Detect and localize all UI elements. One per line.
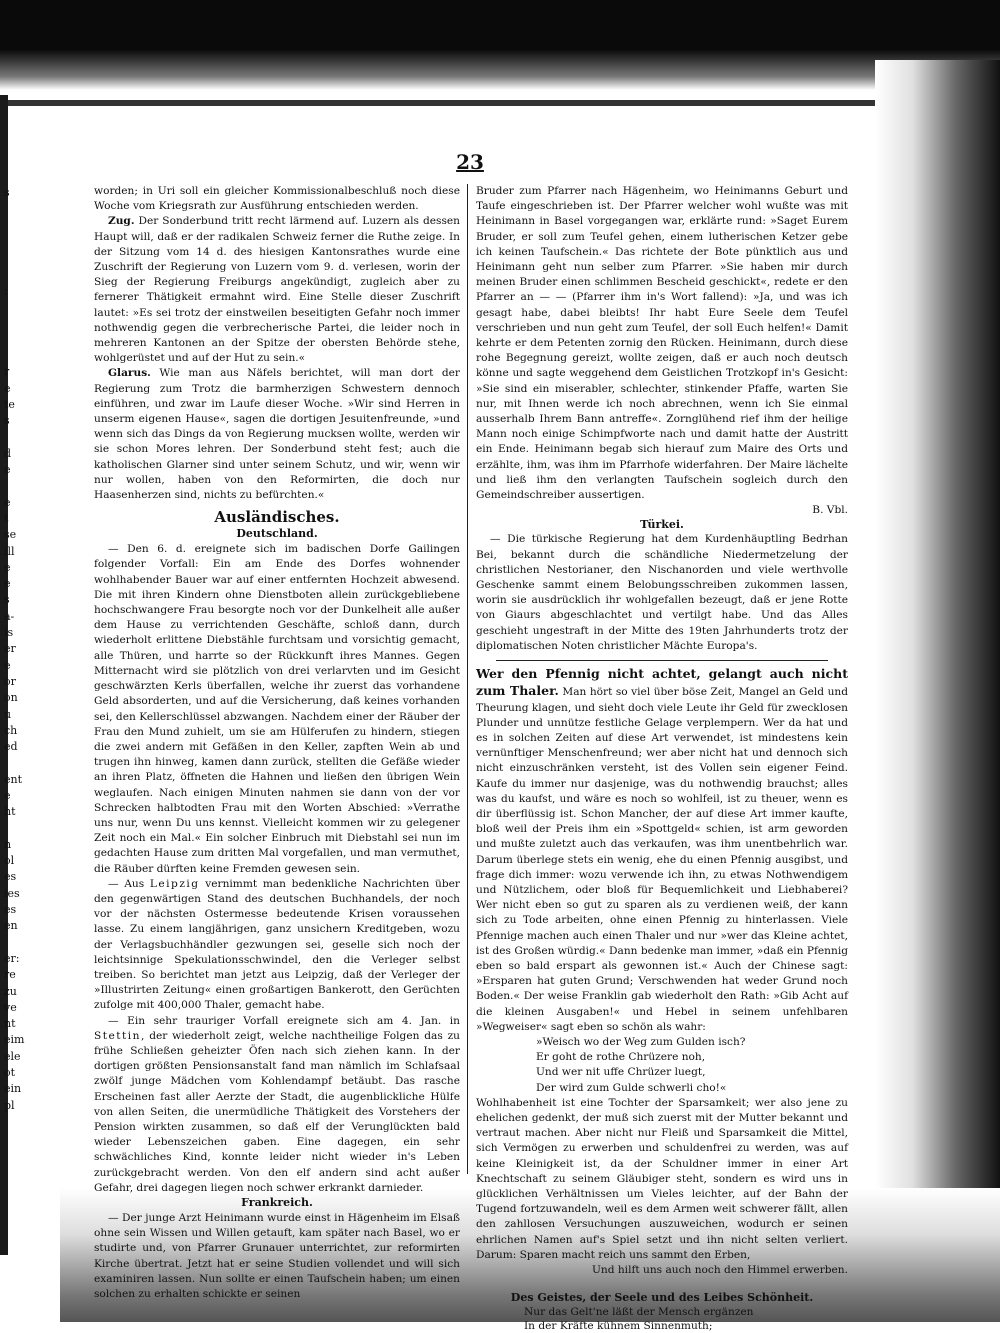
margin-fragment [4, 234, 24, 250]
page-top-edge [0, 100, 1000, 106]
glarus-text: Wie man aus Näfels berichtet, will man dort der Regierung zum Trotz die barmherzigen Schwestern dennoch einführen, und zwar im Laufe dieser Woche. »Wir sind Herren in unserm eigenen Hause«, sagen die dortigen Jesuitenfreunde, »und wenn sich das Dings da von Regierung mucksen wollte, werden wir sie schon Mores lehren. Der Sonderbund steht fest; auch die katholischen Glarner sind unter seinem Schutz, und wir, wenn wir nur wollen, haben von den Reformirten, die doch nur Haasenherzen sind, nichts zu befürchten.« [94, 367, 460, 502]
margin-fragment: ot [4, 1066, 16, 1080]
margin-fragment: es [4, 903, 17, 917]
paragraph-zug [94, 214, 460, 366]
paragraph-pfennig [476, 666, 848, 1035]
section-heading-auslaendisches: Ausländisches. [214, 508, 340, 527]
city-stettin: Stettin [94, 1029, 142, 1042]
margin-fragment: s [4, 593, 10, 607]
motto-line: In der Kräfte kühnem Sinnenmuth; [524, 1320, 713, 1333]
verse-line: »Weisch wo der Weg zum Gulden isch? [536, 1035, 746, 1048]
paragraph-uri: worden; in Uri soll ein gleicher Kommissionalbeschluß noch diese Woche vom Kriegsrath zur Ausführung entschieden werden. [94, 185, 460, 213]
country-heading-tuerkei: Türkei. [640, 518, 684, 532]
article-title-pfennig: Wer den Pfennig nicht achtet, gelangt auch nicht zum Thaler. [476, 666, 848, 699]
paragraph-heinimann-cont: Bruder zum Pfarrer nach Hägenheim, wo Heinimanns Geburt und Taufe eingeschrieben ist. Der Pfarrer welcher wohl wußte was mit Heinimann in Basel vorgegangen war, erklärte rund: »Saget Eurem Bruder, er soll zum Teufel gehen, einem lutherischen Ketzer gebe ich keinen Taufschein.« Das richtete der Bote pünktlich aus und Heinimann geht nun selber zum Pfarrer. »Sie haben mir durch meinen Bruder einen schlimmen Bescheid geschickt«, redete er den Pfarrer an — — (Pfarrer ihm in's Wort fallend): »Ja, und was ich gesagt habe, dabei bleibts! Ihr habt Eure Seele dem Teufel verschrieben und nun geht zum Teufel, der soll Euch helfen!« Damit kehrte er dem Petenten zornig den Rücken. Heinimann, durch diese rohe Begegnung gereizt, wollte zeigen, daß er auch noch deutsch könne und sagte weggehend dem Geistlichen Trotzkopf in's Gesicht: »Sie sind ein miserabler, schlechter, stinkender Pfaffe, warten Sie nur, mit Ihnen werde ich noch abrechnen, wenn ich Sie einmal ausserhalb Ihrem Bann antreffe«. Zornglühend rief ihm der heilige Mann noch einige Schimpfworte nach und damit hatte der Austritt ein Ende. Heinimann begab sich hierauf zum Maire des Orts und erzählte, ihm, was ihm im Pfarrhofe widerfahren. Der Maire lächelte und ließ ihm den verlangten Taufschein sogleich durch den Gemeindschreiber aussertigen. [476, 185, 848, 502]
margin-fragment [4, 935, 24, 951]
margin-fragment [4, 821, 24, 837]
margin-fragment: is [4, 626, 14, 640]
margin-fragment: u [4, 707, 12, 721]
paragraph-wohlhabenheit: Wohlhabenheit ist eine Tochter der Sparsamkeit; wer also jene zu ehelichen gedenkt, der muß sich zuerst mit der Mutter bekannt und vertraut machen. Aber nicht nur Fleiß und Sparsamkeit die Mittel, sich Vermögen zu erwerben und schuldenfrei zu werden, was auf keine Kleinigkeit ist, da der Schuldner immer in einer Art Knechtschaft zu seinem Gläubiger steht, sondern es wird uns in glücklichen Verhältnissen um Vieles leichter, auf der Bahn der Tugend fortzuwandeln, weil es dem Armen weit schwerer fällt, allen den zahllosen Versuchungen auszuweichen, wodurch er seinen ehrlichen Namen auf's Spiel setzt und ihn nicht selten verliert. Darum: Sparen macht reich uns sammt den Erben, [476, 1096, 848, 1261]
country-heading-deutschland: Deutschland. [236, 527, 318, 541]
margin-fragment: ed [4, 740, 18, 754]
stettin-text: , der wiederholt zeigt, welche nachtheilige Folgen das zu frühe Schließen geheizter Öfen nach sich ziehen kann. In der dortigen größten Pensionsanstalt fand man nämlich im Schlafsaal zwölf junge Mädchen vom Kohlendampf betäubt. Das rasche Erscheinen fast aller Aerzte der Stadt, die augenblickliche Hülfe von allen Seiten, die unermüdliche Thätigkeit des Vorstehers der Pension wirkten zusammen, so daß elf der Verunglückten bald wieder Lebenszeichen gaben. Eine dagegen, ein sehr schwächliches Kind, konnte leider nicht wieder in's Leben zurückgebracht werden. Von den elf andern sind acht außer Gefahr, drei dagegen liegen noch schwer erkrankt darnieder. [94, 1029, 460, 1194]
motto-line: Nur das Gelt'ne läßt der Mensch ergänzen [524, 1306, 754, 1319]
margin-fragment: r [4, 365, 10, 379]
verse-line: Und wer nit uffe Chrüzer luegt, [536, 1066, 706, 1079]
margin-fragment: eim [4, 1033, 25, 1047]
margin-fragment [4, 299, 24, 315]
margin-fragment: se [4, 528, 17, 542]
previous-page-fragments [4, 185, 24, 1114]
margin-fragment: ht [4, 805, 16, 819]
margin-fragment [4, 332, 24, 348]
margin-fragment: t [4, 511, 9, 525]
motto-verse [524, 1305, 848, 1333]
city-leipzig: Leipzig [149, 877, 200, 890]
paragraph-stettin [94, 1014, 460, 1196]
margin-fragment: s [4, 414, 10, 428]
page-number: 23 [456, 150, 484, 174]
paragraph-heinimann: — Der junge Arzt Heinimann wurde einst in Hägenheim im Elsaß ohne sein Wissen und Willen getauft, kam später nach Basel, wo er studirte und, von Pfarrer Grunauer unterrichtet, zur reformirten Kirche übertrat. Jetzt hat er seine Studien vollendet und will sich examiniren lassen. Nun sollte er einen Taufschein haben; um einen solchen zu erhalten schickte er seinen [94, 1212, 460, 1301]
margin-fragment [4, 315, 24, 331]
margin-fragment: e [4, 577, 11, 591]
margin-fragment [4, 218, 24, 234]
verse-line: Der wird zum Gulde schwerli cho!« [536, 1081, 727, 1094]
stettin-lead: — Ein sehr trauriger Vorfall ereignete sich am 4. Jan. in [108, 1014, 460, 1027]
margin-fragment: ill [4, 544, 15, 558]
margin-fragment: nt [4, 1017, 16, 1031]
margin-fragment: d [4, 446, 12, 460]
margin-fragment [4, 250, 24, 266]
country-heading-frankreich: Frankreich. [241, 1196, 313, 1209]
margin-fragment: e [4, 463, 11, 477]
margin-fragment: ele [4, 1049, 21, 1063]
motto-heading: Des Geistes, der Seele und des Leibes Schönheit. [510, 1291, 814, 1305]
margin-fragment: e [4, 381, 11, 395]
section-divider [496, 660, 828, 661]
source-note: B. Vbl. [812, 504, 848, 517]
margin-fragment: e [4, 560, 11, 574]
margin-fragment: er: [4, 951, 20, 965]
margin-fragment [4, 478, 24, 494]
margin-fragment [4, 348, 24, 364]
margin-fragment: ch [4, 723, 18, 737]
paragraph-gailingen: — Den 6. d. ereignete sich im badischen Dorfe Gailingen folgender Vorfall: Ein am Ende des Dorfes wohnender wohlhabender Bauer war auf einer entfernten Hochzeit abwesend. Die mit ihren Kindern ohne Dienstboten allein zurückgebliebene hochschwangere Frau besorgte noch vor der Dunkelheit alle außer dem Hause zu verrichtenden Geschäfte, schloß dann, durch wiederholt erlittene Diebstähle furchtsam und vorsichtig gemacht, alle Thüren, und harrte so der Rückkunft ihres Mannes. Gegen Mitternacht wird sie plötzlich von drei verlarvten und im Gesicht geschwärzten Kerls überfallen, welche ihr zuerst das vorhandene Geld absorderten, und auf die Versicherung, daß keines vorhanden sei, den Kellerschlüssel abzwangen. Nachdem einer der Räuber der Frau den Mund zuhielt, um sie am Hülferufen zu hindern, stiegen die zwei andern mit Gefäßen in den Keller, zapften Wein ab und trugen ihn hinweg, kamen dann zurück, stellten die Gefäße wieder an ihren Platz, öffneten die Hahnen und ließen den übrigen Wein weglaufen. Nach einigen Minuten nahmen sie dann von der vor Schrecken halbtodten Frau mit den Worten Abschied: »Verrathe uns nur, wenn Du uns kennst. Vielleicht kommen wir zu gelegener Zeit noch ein Mal.« Ein solcher Einbruch mit Diebstahl sei nun im gedachten Hause zum dritten Mal vorgefallen, und man vermuthet, die Räuber dürften keine Fremden gewesen sein. [94, 543, 460, 875]
margin-fragment: on [4, 691, 18, 705]
margin-fragment: ; [4, 283, 8, 297]
paragraph-glarus [94, 366, 460, 503]
margin-fragment: or [4, 674, 16, 688]
margin-fragment: a- [4, 609, 15, 623]
margin-fragment [4, 266, 24, 282]
margin-fragment: ent [4, 772, 23, 786]
margin-fragment [4, 429, 24, 445]
column-rule [467, 184, 468, 1174]
right-column [476, 184, 848, 1333]
left-column [94, 184, 460, 1302]
margin-fragment: zu [4, 984, 17, 998]
margin-fragment: ein [4, 1082, 22, 1096]
margin-fragment: pl [4, 1098, 15, 1112]
margin-fragment: re [4, 968, 16, 982]
hebel-verse [536, 1035, 848, 1096]
leipzig-lead: — Aus [108, 877, 150, 890]
verse-line: Er goht de rothe Chrüzere noh, [536, 1051, 706, 1064]
margin-fragment: e [4, 658, 11, 672]
closing-line: Und hilft uns auch noch den Himmel erwerben. [591, 1264, 848, 1277]
margin-fragment: te [4, 397, 15, 411]
leipzig-text: vernimmt man bedenkliche Nachrichten über den gegenwärtigen Stand des deutschen Buchhandels, der noch vor der nächsten Ostermesse bedeutende Krisen voraussehen lasse. Zu einem langjährigen, ganz unsichern Kreditgeben, wozu der Verlagsbuchhändler gezwungen sei, geselle sich noch der leichtsinnige Spekulationsschwindel, den die Verleger selbst treiben. So berichtet man jetzt aus Leipzig, daß der Verleger der »Illustrirten Zeitung« einen großartigen Bankerott, den Gerüchten zufolge mit 400,000 Thaler, gemacht habe. [94, 877, 460, 1012]
margin-fragment: er [4, 642, 16, 656]
margin-fragment: s [4, 186, 10, 199]
margin-fragment [4, 755, 24, 771]
zug-text: Der Sonderbund tritt recht lärmend auf. Luzern als dessen Haupt will, daß er der radikalen Schweiz ferner die Ruthe zeige. In der Sitzung vom 14 d. des hiesigen Kantonsrathes wurde eine Zuschrift der Regierung von Luzern vom 9. d. verlesen, worin der Sieg der Regierung Freiburgs angekündigt, zugleich aber zu fernerer Thätigkeit ermahnt wird. Eine Stelle dieser Zuschrift lautet: »Es sei trotz der einstweilen beseitigten Gefahr noch immer nothwendig gegen die verbrecherische Partei, die leider noch in mehreren Kantonen an der Spitze der obersten Behörde stehe, wohlgerüstet und auf der Hut zu sein.« [94, 215, 460, 365]
scan-shadow-right [875, 60, 1000, 1322]
margin-fragment: e [4, 495, 11, 509]
margin-fragment: ol [4, 854, 15, 868]
margin-fragment: n [4, 837, 12, 851]
margin-fragment: e [4, 788, 11, 802]
paragraph-leipzig [94, 877, 460, 1014]
margin-fragment: es [4, 870, 17, 884]
canton-name-zug: Zug. [108, 215, 135, 228]
margin-fragment: ve [4, 1000, 17, 1014]
canton-name-glarus: Glarus. [108, 367, 151, 380]
margin-fragment: en [4, 919, 18, 933]
margin-fragment [4, 201, 24, 217]
scan-shadow-top [0, 0, 1000, 90]
margin-fragment: ies [4, 886, 20, 900]
pfennig-text: Man hört so viel über böse Zeit, Mangel an Geld und Theurung klagen, und sieht doch viele Leute ihr Geld für zwecklosen Plunder und unnütze festliche Gelage verplempern. Wer da hat und es in solchen Zeiten auf diese Art verwendet, ist mindestens kein vernünftiger Menschenfreund; wer aber nicht hat und dennoch sich nicht einzuschränken versteht, ist des Vollen sein eigener Feind. Kaufe du immer nur dasjenige, was du nothwendig brauchst; alles was du kaufst, und wäre es noch so wohlfeil, ist zu theuer, wenn es dir überflüssig ist. Schon Mancher, der auf diese Art immer kaufte, bloß weil der Preis ihm ein »Spottgeld« schien, ist arm geworden und mußte zuletzt auch das verkaufen, was ihm unentbehrlich war. Darum überlege stets ein wenig, ehe du einen Pfennig ausgibst, und frage dich immer: wozu verwende ich ihn, zu etwas Nothwendigem und Nützlichem, oder bloß für Bequemlichkeit und Liebhaberei? Wer nicht eben so gut zu sparen als zu verdienen weiß, der kann sich zu Tode arbeiten, ohne einen Pfennig zu hinterlassen. Viele Pfennige machen auch einen Thaler und nur »wer das Kleine achtet, ist des Großen würdig.« Dann bedenke man immer, »daß ein Pfennig eben so bald erspart als gewonnen ist.« Auch der Chinese sagt: »Ersparen hat guten Grund; Verschwenden hat weder Grund noch Boden.« Der weise Franklin gab wiederholt den Rath: »Gib Acht auf die kleinen Ausgaben!« und Hebel in seinem unfehlbaren »Wegweiser« sagt eben so schön als wahr: [476, 686, 848, 1033]
paragraph-tuerkei: — Die türkische Regierung hat dem Kurdenhäuptling Bedrhan Bei, bekannt durch die schändliche Niedermetzelung der christlichen Nestorianer, den Nischanorden und viele werthvolle Geschenke sammt einem Belobungsschreiben zukommen lassen, worin sie ausdrücklich ihr wohlgefallen bezeugt, daß er jene Rotte von Giaurs abgeschlachtet und vertilgt habe. Und das Alles geschieht ungestraft in der Mitte des 19ten Jahrhunderts trotz der diplomatischen Noten christlicher Mächte Europa's. [476, 533, 848, 652]
